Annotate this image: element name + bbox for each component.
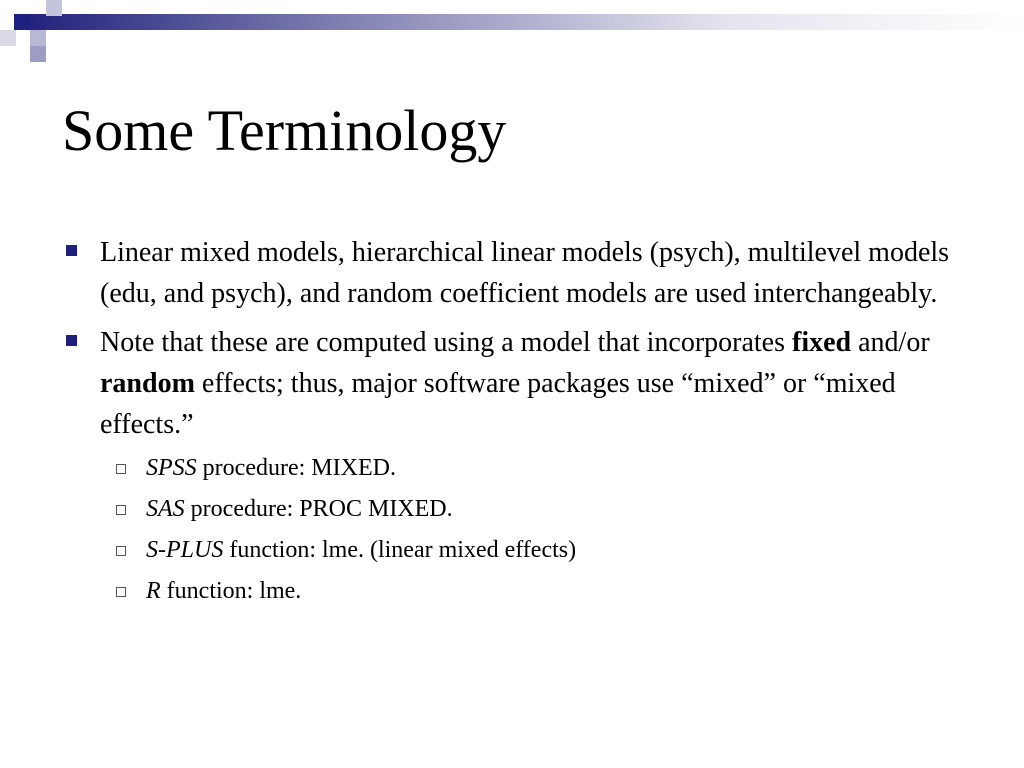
sub-bullet-text: procedure: MIXED. [196,455,396,481]
square-bullet-icon [66,335,77,346]
bullet-bold-term: random [100,368,195,399]
hollow-square-bullet-icon [116,464,126,474]
bullet-bold-term: fixed [792,327,852,358]
bullet-text-part: and/or [851,327,930,358]
bullet-item [62,232,962,314]
header-square [46,0,62,16]
software-name: SAS [146,496,185,522]
bullet-text-part: effects; thus, major software packages use “mixed” or “mixed effects.” [100,368,896,440]
bullet-item [62,322,962,612]
header-square [30,46,46,62]
bullet-list [62,232,962,620]
header-square [30,30,46,46]
bullet-text-part: Note that these are computed using a model that incorporates [100,327,793,358]
sub-bullet-text: function: lme. [160,578,302,604]
header-square [14,30,30,46]
sub-bullet-text: procedure: PROC MIXED. [184,496,453,522]
sub-bullet-item [100,489,962,530]
slide-title: Some Terminology [62,98,507,163]
hollow-square-bullet-icon [116,546,126,556]
software-name: SPSS [146,455,197,481]
sub-bullet-item [100,530,962,571]
square-bullet-icon [66,245,77,256]
sub-bullet-list [100,448,962,612]
header-square [14,14,30,30]
software-name: R [146,578,161,604]
header-gradient-bar [0,0,1024,62]
sub-bullet-item [100,448,962,489]
hollow-square-bullet-icon [116,505,126,515]
hollow-square-bullet-icon [116,587,126,597]
header-decoration [0,0,1024,62]
sub-bullet-item [100,571,962,612]
bullet-text: Linear mixed models, hierarchical linear models (psych), multilevel models (edu, and psych), and random coefficient models are used interchangeably. [100,237,950,309]
sub-bullet-text: function: lme. (linear mixed effects) [223,537,577,563]
software-name: S-PLUS [146,537,224,563]
header-square [0,30,16,46]
